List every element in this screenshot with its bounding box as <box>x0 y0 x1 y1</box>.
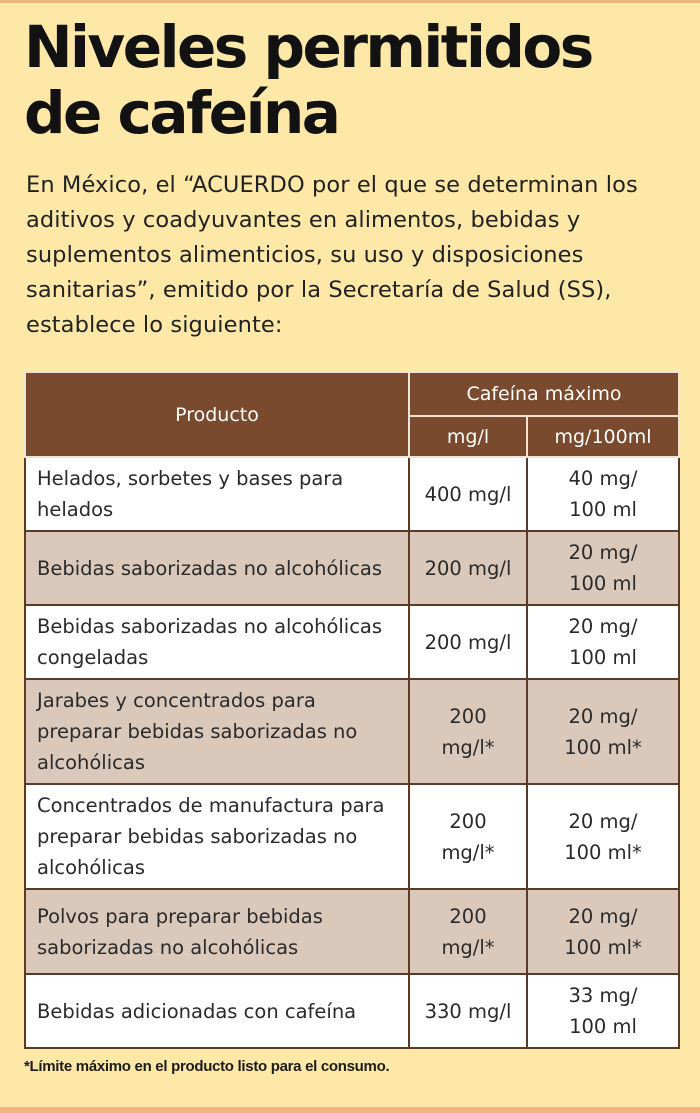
mgl-cell: 400 mg/l <box>409 457 527 531</box>
page-title <box>24 14 684 146</box>
table-row <box>25 531 679 605</box>
table-row <box>25 889 679 974</box>
mgl-cell: 330 mg/l <box>409 974 527 1048</box>
product-cell: Bebidas adicionadas con cafeína <box>25 974 409 1048</box>
mgl-cell: 200 mg/l* <box>409 679 527 784</box>
header-caffeine-max: Cafeína máximo <box>409 372 679 416</box>
intro-paragraph: En México, el “ACUERDO por el que se determinan los aditivos y coadyuvantes en alimentos, bebidas y suplementos alimenticios, su uso y disposiciones sanitarias”, emitido por la Secretaría de Salud (SS), establece lo siguiente: <box>26 172 638 338</box>
product-cell: Helados, sorbetes y bases para helados <box>25 457 409 531</box>
table-row <box>25 679 679 784</box>
mg100ml-cell: 20 mg/ 100 ml <box>527 605 679 679</box>
product-cell: Polvos para preparar bebidas saborizadas no alcohólicas <box>25 889 409 974</box>
product-cell: Jarabes y concentrados para preparar bebidas saborizadas no alcohólicas <box>25 679 409 784</box>
product-cell: Concentrados de manufactura para preparar bebidas saborizadas no alcohólicas <box>25 784 409 889</box>
mg100ml-cell: 20 mg/ 100 ml* <box>527 784 679 889</box>
table-row <box>25 457 679 531</box>
footnote: *Límite máximo en el producto listo para el consumo. <box>24 1058 390 1075</box>
product-cell: Bebidas saborizadas no alcohólicas congeladas <box>25 605 409 679</box>
mg100ml-cell: 20 mg/ 100 ml* <box>527 679 679 784</box>
mgl-cell: 200 mg/l* <box>409 889 527 974</box>
header-unit-mgl: mg/l <box>409 416 527 457</box>
mg100ml-cell: 40 mg/ 100 ml <box>527 457 679 531</box>
mg100ml-cell: 20 mg/ 100 ml* <box>527 889 679 974</box>
caffeine-table <box>24 371 680 1049</box>
mgl-cell: 200 mg/l* <box>409 784 527 889</box>
product-cell: Bebidas saborizadas no alcohólicas <box>25 531 409 605</box>
mgl-cell: 200 mg/l <box>409 531 527 605</box>
header-unit-mg100ml: mg/100ml <box>527 416 679 457</box>
mg100ml-cell: 33 mg/ 100 ml <box>527 974 679 1048</box>
header-product: Producto <box>25 372 409 457</box>
title-line-2: de cafeína <box>24 79 339 147</box>
mg100ml-cell: 20 mg/ 100 ml <box>527 531 679 605</box>
title-line-1: Niveles permitidos <box>24 13 592 81</box>
table-row <box>25 784 679 889</box>
table-row <box>25 605 679 679</box>
table-row <box>25 974 679 1048</box>
mgl-cell: 200 mg/l <box>409 605 527 679</box>
